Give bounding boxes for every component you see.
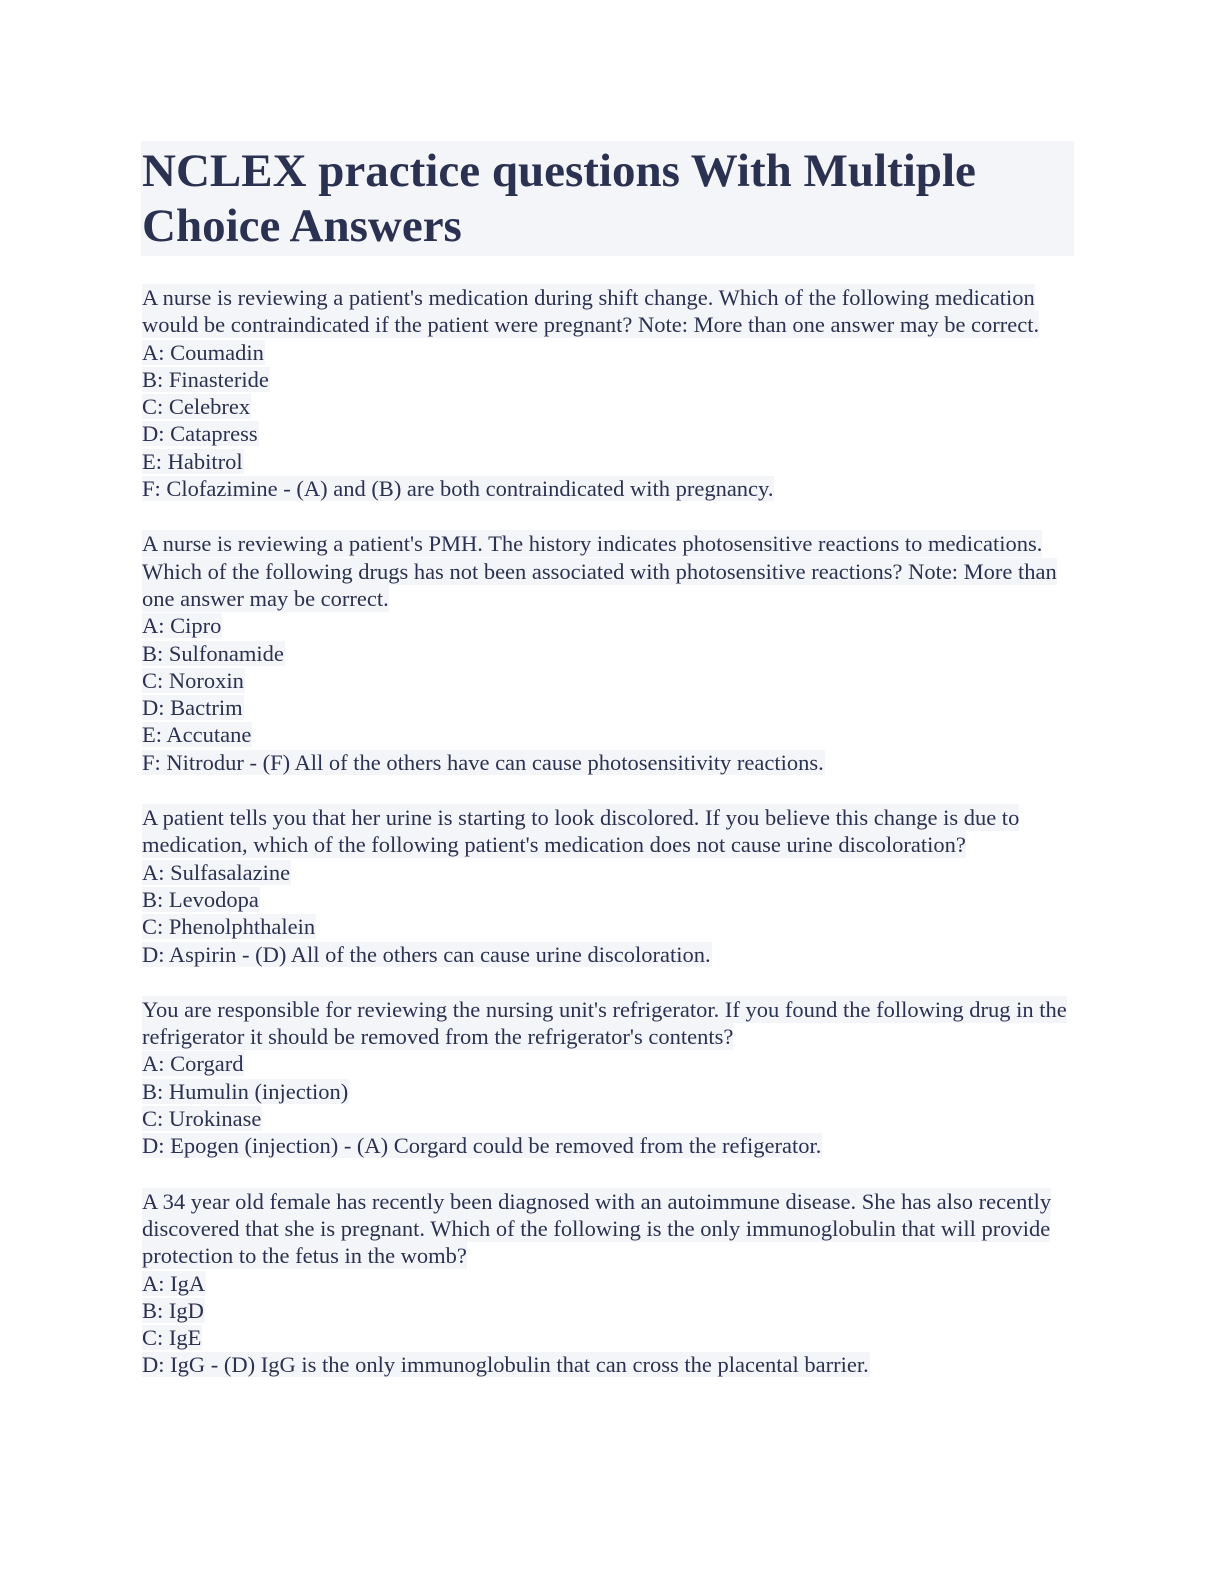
question-text: A nurse is reviewing a patient's PMH. The history indicates photosensitive reactions to medications. Which of the following drugs has not been associated with photosensitive reactions? Note: More than one answer may be correct. [142, 531, 1057, 611]
answer-option: B: Humulin (injection) [142, 1078, 349, 1104]
answer-option: C: IgE [142, 1325, 202, 1351]
answer-option: D: Catapress [142, 421, 258, 447]
page-title: NCLEX practice questions With Multiple Choice Answers [142, 145, 976, 252]
answer-option-with-explanation: D: Aspirin - (D) All of the others can cause urine discoloration. [142, 941, 711, 967]
question-1 [142, 284, 1074, 502]
answer-option-with-explanation: F: Nitrodur - (F) All of the others have can cause photosensitivity reactions. [142, 749, 824, 775]
document-page [142, 141, 1074, 1379]
answer-option: B: Levodopa [142, 886, 259, 912]
question-2 [142, 530, 1074, 776]
question-text: A patient tells you that her urine is starting to look discolored. If you believe this change is due to medication, which of the following patient's medication does not cause urine discoloration? [142, 805, 1020, 858]
question-text: A 34 year old female has recently been diagnosed with an autoimmune disease. She has also recently discovered that she is pregnant. Which of the following is the only immunoglobulin that will provide protection to the fetus in the womb? [142, 1188, 1052, 1269]
answer-option: A: Coumadin [142, 339, 264, 365]
answer-option: D: Bactrim [142, 695, 243, 721]
question-text: You are responsible for reviewing the nursing unit's refrigerator. If you found the following drug in the refrigerator it should be removed from the refrigerator's contents? [142, 996, 1067, 1050]
question-4 [142, 996, 1074, 1160]
answer-option: A: Corgard [142, 1051, 244, 1077]
answer-option-with-explanation: F: Clofazimine - (A) and (B) are both contraindicated with pregnancy. [142, 476, 774, 502]
answer-option: A: Sulfasalazine [142, 859, 291, 885]
answer-option-with-explanation: D: Epogen (injection) - (A) Corgard could be removed from the refigerator. [142, 1133, 822, 1159]
answer-option-with-explanation: D: IgG - (D) IgG is the only immunoglobulin that can cross the placental barrier. [142, 1352, 869, 1378]
answer-option: C: Urokinase [142, 1106, 262, 1132]
title-block [141, 141, 1074, 256]
question-3 [142, 804, 1074, 968]
answer-option: B: IgD [142, 1297, 204, 1323]
answer-option: E: Accutane [142, 722, 252, 748]
answer-option: C: Noroxin [142, 667, 244, 693]
answer-option: E: Habitrol [142, 448, 243, 474]
answer-option: C: Celebrex [142, 394, 251, 420]
answer-option: B: Sulfonamide [142, 640, 284, 666]
question-text: A nurse is reviewing a patient's medication during shift change. Which of the following medication would be contraindicated if the patient were pregnant? Note: More than one answer may be correct. [142, 285, 1040, 338]
answer-option: C: Phenolphthalein [142, 914, 316, 940]
question-5 [142, 1188, 1074, 1379]
answer-option: A: Cipro [142, 613, 222, 639]
answer-option: B: Finasteride [142, 366, 269, 392]
answer-option: A: IgA [142, 1270, 206, 1296]
